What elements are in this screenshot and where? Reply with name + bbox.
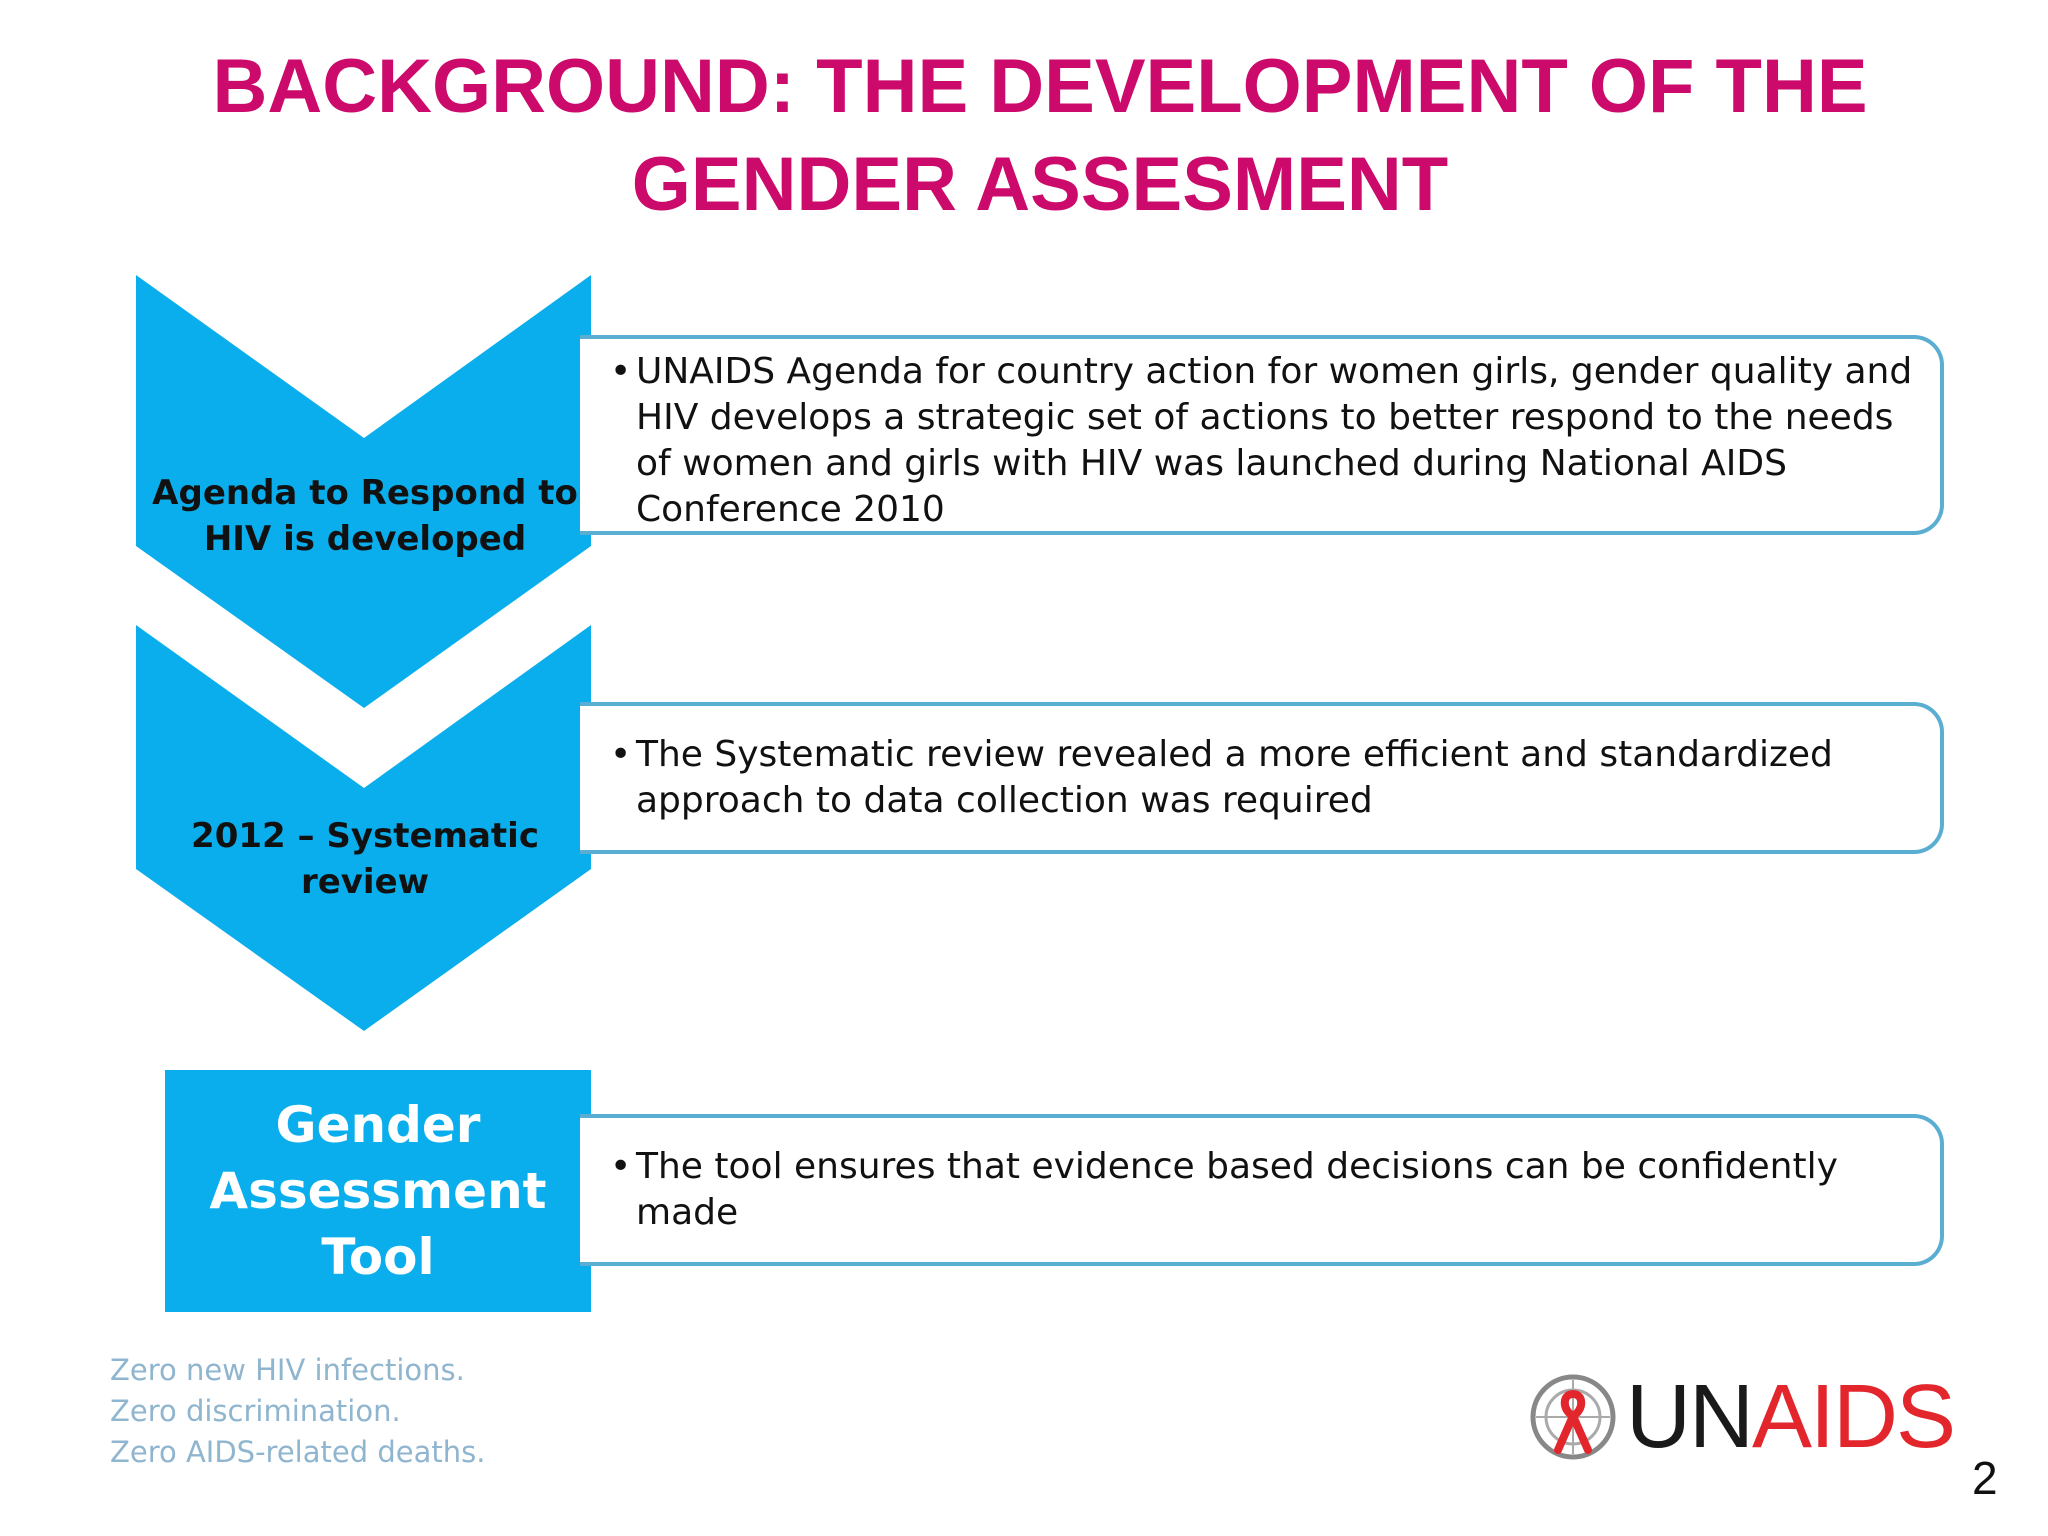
logo-text-un: UN [1626,1367,1752,1467]
step-3-label: Gender Assessment Tool [209,1096,547,1286]
un-emblem-icon [1528,1372,1618,1462]
logo-wordmark [1626,1367,1955,1467]
page-number: 2 [1972,1452,1998,1504]
tagline-line-1: Zero new HIV infections. [110,1353,465,1387]
unaids-tagline [110,1350,485,1473]
step-1-label: Agenda to Respond to HIV is developed [152,473,578,559]
step-3-description-box [580,1114,1944,1266]
step-1-description-box [580,335,1944,535]
tagline-line-2: Zero discrimination. [110,1394,401,1428]
unaids-logo [1528,1367,1955,1467]
step-3-box [165,1070,591,1312]
page-title: BACKGROUND: THE DEVELOPMENT OF THE GENDER ASSESMENT [212,44,1868,227]
step-1-bullet: • UNAIDS Agenda for country action for women girls, gender quality and HIV develops a strategic set of actions to better respond to the needs of women and girls with HIV was launched during National AIDS Conference 2010 [610,349,1922,533]
step-2-description-box [580,702,1944,854]
tagline-line-3: Zero AIDS-related deaths. [110,1435,486,1469]
step-2-label: 2012 – Systematic review [191,816,539,902]
step-3-bullet: • The tool ensures that evidence based decisions can be confidently made [610,1144,1922,1236]
step-2-bullet: • The Systematic review revealed a more efficient and standardized approach to data collection was required [610,732,1922,824]
logo-text-aids: AIDS [1752,1367,1955,1467]
